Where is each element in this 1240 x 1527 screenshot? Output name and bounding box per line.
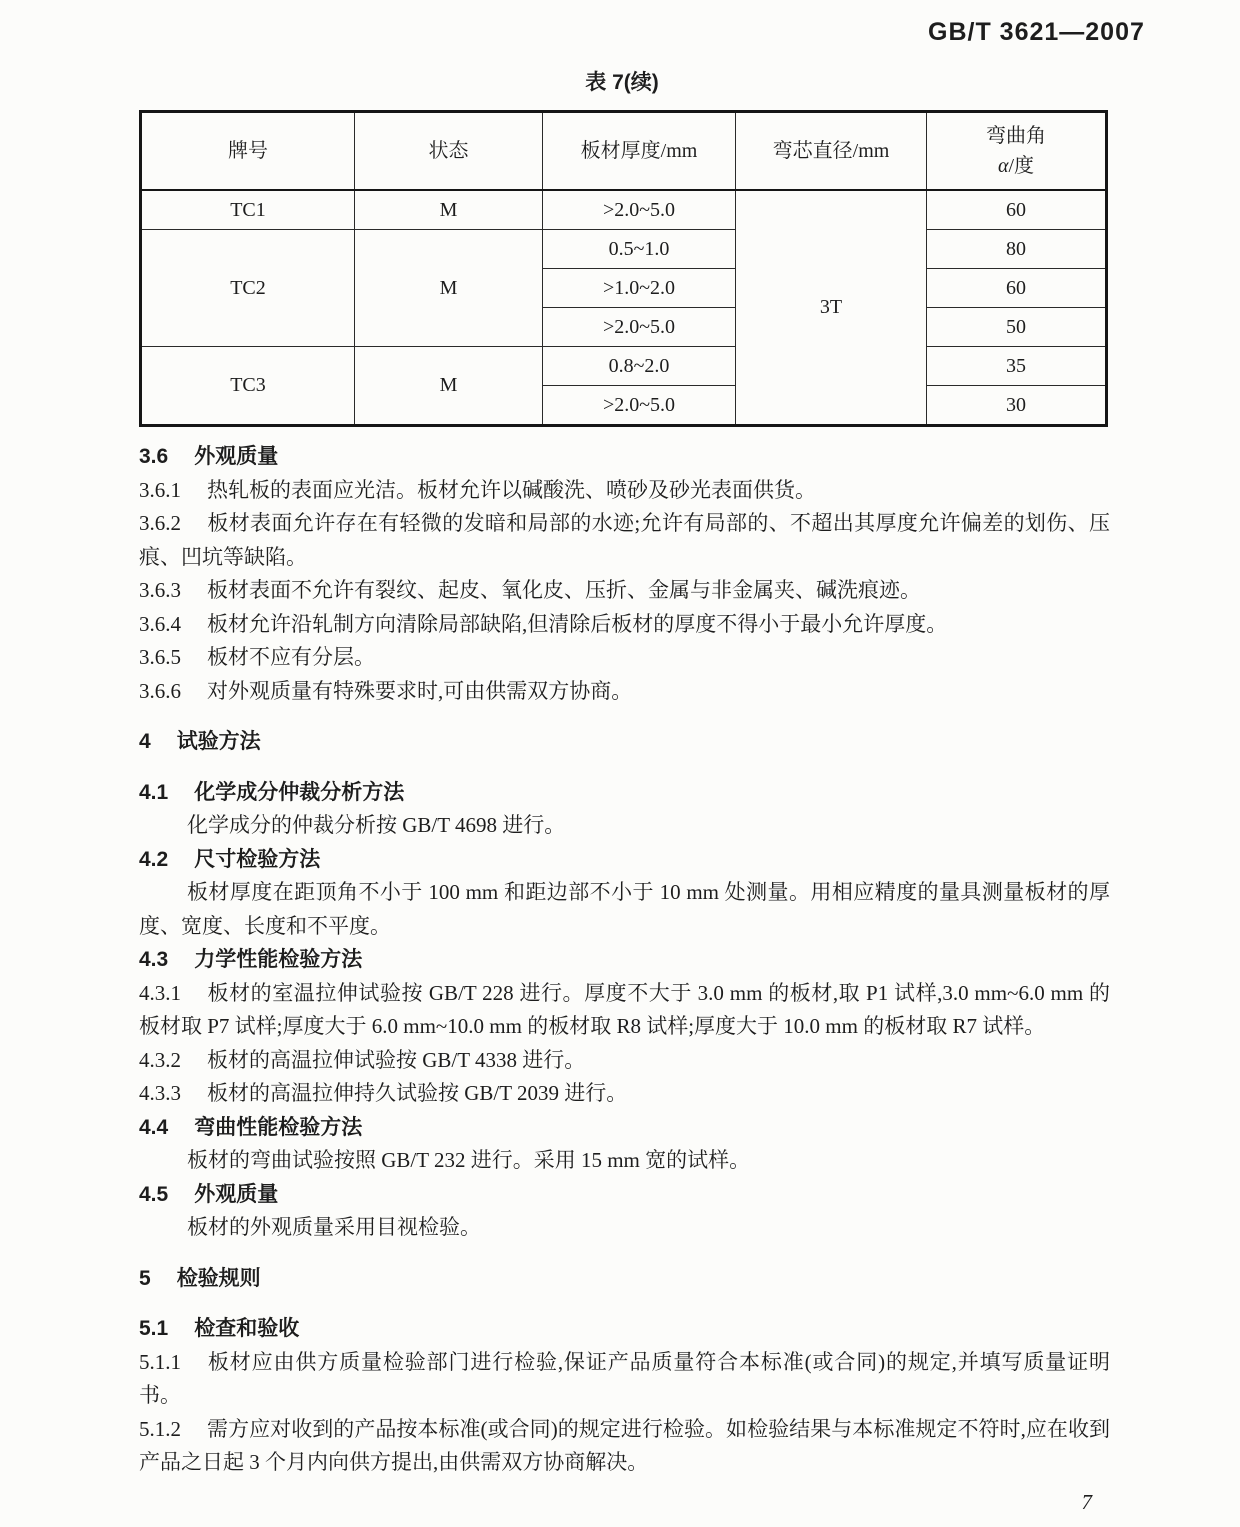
- thickness-cell: >2.0~5.0: [543, 386, 736, 426]
- clause-5-1-2: 5.1.2 需方应对收到的产品按本标准(或合同)的规定进行检验。如检验结果与本标准规定不符时,应在收到产品之日起 3 个月内向供方提出,由供需双方协商解决。: [139, 1416, 1110, 1474]
- clause-5-1-1: 5.1.1 板材应由供方质量检验部门进行检验,保证产品质量符合本标准(或合同)的规定,并填写质量证明书。: [139, 1349, 1110, 1407]
- thickness-cell: 0.5~1.0: [543, 230, 736, 269]
- heading-4: 4 试验方法: [139, 730, 261, 753]
- col-header-bend-angle: [927, 112, 1107, 191]
- bend-angle-unit: [927, 151, 1105, 181]
- heading-5: 5 检验规则: [139, 1266, 261, 1290]
- clause-3-6-2: 3.6.2 板材表面允许存在有轻微的发暗和局部的水迹;允许有局部的、不超出其厚度允许偏差的划伤、压痕、凹坑等缺陷。: [139, 511, 1110, 569]
- state-cell: M: [355, 190, 543, 230]
- clause-3-6-4: 3.6.4 板材允许沿轧制方向清除局部缺陷,但清除后板材的厚度不得小于最小允许厚度。: [139, 611, 948, 636]
- clause-4-3-2: 4.3.2 板材的高温拉伸试验按 GB/T 4338 进行。: [139, 1047, 586, 1072]
- grade-cell: TC2: [141, 230, 355, 347]
- thickness-cell: 0.8~2.0: [543, 347, 736, 386]
- heading-4-1: 4.1 化学成分仲裁分析方法: [139, 780, 405, 804]
- col-header-state: 状态: [355, 112, 543, 191]
- alpha-symbol: α: [997, 155, 1009, 177]
- clause-3-6-1: 3.6.1 热轧板的表面应光洁。板材允许以碱酸洗、喷砂及砂光表面供货。: [139, 477, 816, 502]
- angle-cell: 80: [927, 230, 1107, 269]
- col-header-grade: 牌号: [141, 112, 355, 191]
- thickness-cell: >2.0~5.0: [543, 190, 736, 230]
- heading-3-6: 3.6 外观质量: [139, 445, 279, 468]
- grade-cell: TC3: [141, 347, 355, 426]
- thickness-cell: >1.0~2.0: [543, 269, 736, 308]
- table-row: [141, 347, 1107, 386]
- heading-4-4: 4.4 弯曲性能检验方法: [139, 1115, 363, 1139]
- bend-core-diameter-cell: 3T: [736, 190, 927, 426]
- clause-4-5-body: 板材的外观质量采用目视检验。: [187, 1215, 481, 1239]
- col-header-thickness: 板材厚度/mm: [543, 112, 736, 191]
- angle-cell: 50: [927, 308, 1107, 347]
- table-header-row: [141, 112, 1107, 191]
- clause-4-2-body: 板材厚度在距顶角不小于 100 mm 和距边部不小于 10 mm 处测量。用相应精度的量具测量板材的厚度、宽度、长度和不平度。: [139, 880, 1110, 938]
- clause-3-6-3: 3.6.3 板材表面不允许有裂纹、起皮、氧化皮、压折、金属与非金属夹、碱洗痕迹。: [139, 578, 921, 602]
- bend-property-table: [139, 110, 1108, 427]
- heading-4-2: 4.2 尺寸检验方法: [139, 847, 321, 871]
- body-text: [139, 440, 1110, 1480]
- angle-cell: 60: [927, 190, 1107, 230]
- clause-4-1-body: 化学成分的仲裁分析按 GB/T 4698 进行。: [187, 813, 566, 837]
- angle-unit: /度: [1008, 155, 1035, 177]
- page-content: [139, 66, 1110, 1480]
- heading-4-3: 4.3 力学性能检验方法: [139, 948, 363, 971]
- grade-cell: TC1: [141, 190, 355, 230]
- clause-4-4-body: 板材的弯曲试验按照 GB/T 232 进行。采用 15 mm 宽的试样。: [187, 1148, 751, 1172]
- clause-4-3-1: 4.3.1 板材的室温拉伸试验按 GB/T 228 进行。厚度不大于 3.0 mm 的板材,取 P1 试样,3.0 mm~6.0 mm 的板材取 P7 试样;厚度大于 6.0 mm~10.0 mm 的板材取 R8 试样;厚度大于 10.0 mm 的板材取 R7 试样。: [139, 980, 1110, 1038]
- angle-cell: 60: [927, 269, 1107, 308]
- page-number: 7: [1081, 1490, 1092, 1514]
- clause-4-3-3: 4.3.3 板材的高温拉伸持久试验按 GB/T 2039 进行。: [139, 1081, 628, 1105]
- table-row: [141, 190, 1107, 230]
- clause-3-6-5: 3.6.5 板材不应有分层。: [139, 645, 375, 669]
- clause-3-6-6: 3.6.6 对外观质量有特殊要求时,可由供需双方协商。: [139, 678, 633, 703]
- angle-cell: 35: [927, 347, 1107, 386]
- state-cell: M: [355, 230, 543, 347]
- table-row: [141, 230, 1107, 269]
- thickness-cell: >2.0~5.0: [543, 308, 736, 347]
- col-header-bend-core-diameter: 弯芯直径/mm: [736, 112, 927, 191]
- state-cell: M: [355, 347, 543, 426]
- heading-5-1: 5.1 检查和验收: [139, 1317, 300, 1340]
- table-title: 表 7(续): [585, 71, 659, 94]
- angle-cell: 30: [927, 386, 1107, 426]
- heading-4-5: 4.5 外观质量: [139, 1182, 279, 1206]
- bend-angle-label: 弯曲角: [986, 125, 1046, 147]
- standard-number: GB/T 3621—2007: [928, 18, 1145, 46]
